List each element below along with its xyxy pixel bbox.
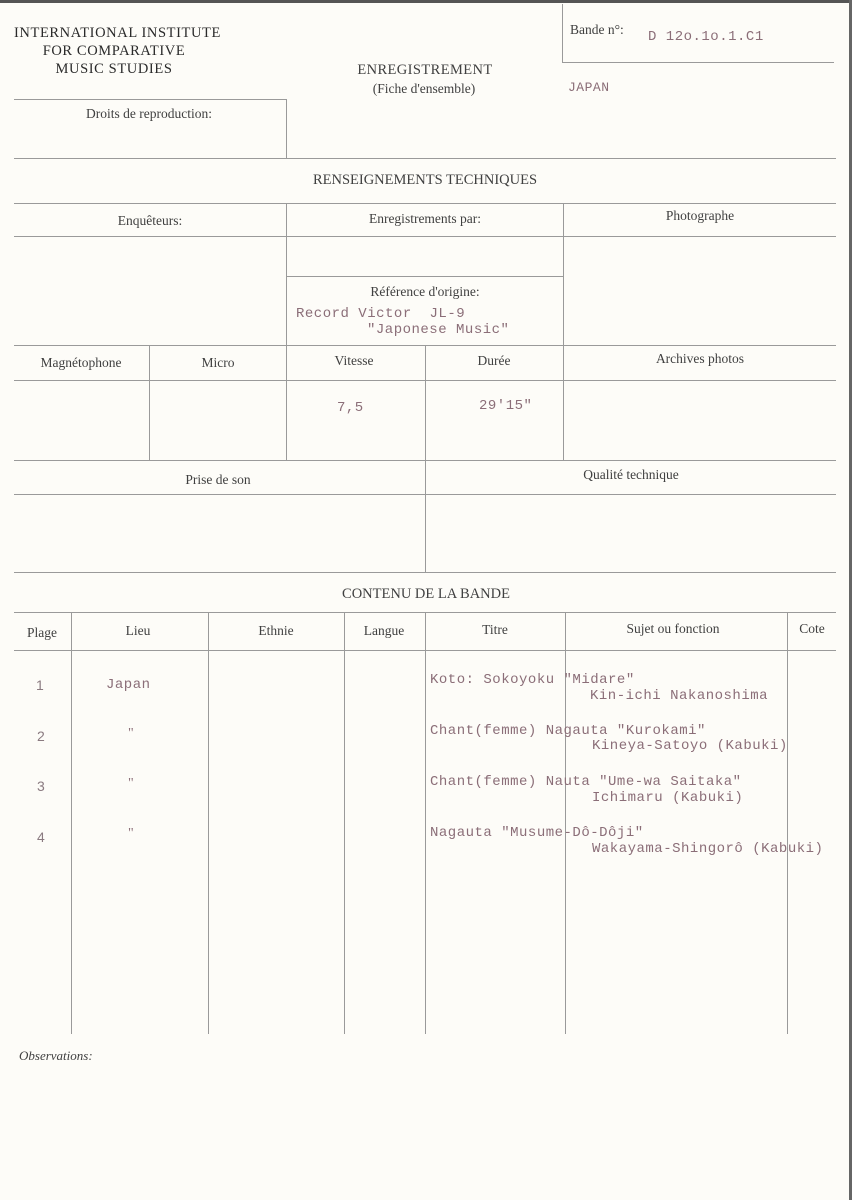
institute-line-1: INTERNATIONAL INSTITUTE [14,25,221,41]
enregistrements-label: Enregistrements par: [368,211,482,226]
technical-bottom-line [14,572,836,573]
form-subtitle: (Fiche d'ensemble) [372,81,476,96]
plage-number: 1 [36,677,44,693]
micro-label: Micro [201,355,235,370]
bande-divider [562,4,563,62]
tech-divider-a [149,345,150,460]
tech-cols-header-line [14,380,836,381]
reference-top-line [286,276,563,277]
form-title: ENREGISTREMENT [357,62,493,78]
top-border [0,0,852,3]
vitesse-label: Vitesse [334,353,374,368]
col-divider-3 [344,612,345,1034]
droits-divider [286,99,287,159]
droits-top-line [14,99,286,100]
tech-divider-1 [286,203,287,345]
contents-section-title: CONTENU DE LA BANDE [342,586,510,602]
titre-value: Koto: Sokoyoku "Midare" [430,672,635,688]
bande-value: D 12o.1o.1.C1 [648,29,764,45]
duree-value: 29'15" [479,398,533,414]
titre-value: Nagauta "Musume-Dô-Dôji" [430,825,644,841]
prise-label: Prise de son [185,472,251,487]
sujet-value: Wakayama-Shingorô (Kabuki) [592,841,824,857]
col-header-sujet: Sujet ou fonction [626,621,720,636]
tech-header-line [14,236,836,237]
col-header-line [14,650,836,651]
institute-line-3: MUSIC STUDIES [55,61,173,77]
col-header-cote: Cote [799,621,825,636]
droits-label: Droits de reproduction: [86,106,212,121]
col-header-ethnie: Ethnie [258,623,294,638]
lieu-value: " [128,826,134,841]
col-header-langue: Langue [363,623,405,638]
header-bottom-line [14,158,836,159]
technical-top-line [14,203,836,204]
enqueteurs-label: Enquêteurs: [117,213,183,228]
tech-divider-b [286,345,287,460]
duree-label: Durée [477,353,511,368]
reference-line-2: "Japonese Music" [367,322,510,338]
col-divider-2 [208,612,209,1034]
tech-divider-c [425,345,426,460]
col-divider-4 [425,612,426,1034]
col-header-titre: Titre [482,622,508,637]
sujet-value: Kin-ichi Nakanoshima [590,688,769,704]
tech-divider-d [563,345,564,460]
plage-number: 3 [37,778,45,794]
bande-underline [562,62,834,63]
tech-divider-2 [563,203,564,345]
lieu-value: " [128,776,134,791]
institute-name [14,24,259,78]
archives-label: Archives photos [655,351,745,366]
magnetophone-label: Magnétophone [40,355,122,370]
lieu-value: " [128,726,134,741]
col-divider-6 [787,612,788,1034]
col-header-plage: Plage [27,625,57,640]
sujet-value: Kineya-Satoyo (Kabuki) [592,738,788,754]
plage-number: 2 [37,728,45,744]
vitesse-value: 7,5 [337,400,364,416]
lieu-value: Japan [106,677,151,693]
col-header-lieu: Lieu [125,623,151,638]
photographe-label: Photographe [665,208,735,223]
prise-header-line [14,494,836,495]
qualite-label: Qualité technique [583,467,679,482]
plage-number: 4 [37,829,45,845]
institute-line-2: FOR COMPARATIVE [42,43,186,59]
reference-line-1: Record Victor JL-9 [296,306,466,322]
reference-label: Référence d'origine: [370,284,480,299]
titre-value: Chant(femme) Nagauta "Kurokami" [430,723,706,739]
technical-section-title: RENSEIGNEMENTS TECHNIQUES [312,172,538,188]
titre-value: Chant(femme) Nauta "Ume-wa Saitaka" [430,774,742,790]
observations-label: Observations: [19,1048,93,1063]
prise-divider [425,460,426,572]
bande-label: Bande n°: [570,22,624,37]
col-divider-1 [71,612,72,1034]
country-value: JAPAN [568,80,610,95]
sujet-value: Ichimaru (Kabuki) [592,790,744,806]
